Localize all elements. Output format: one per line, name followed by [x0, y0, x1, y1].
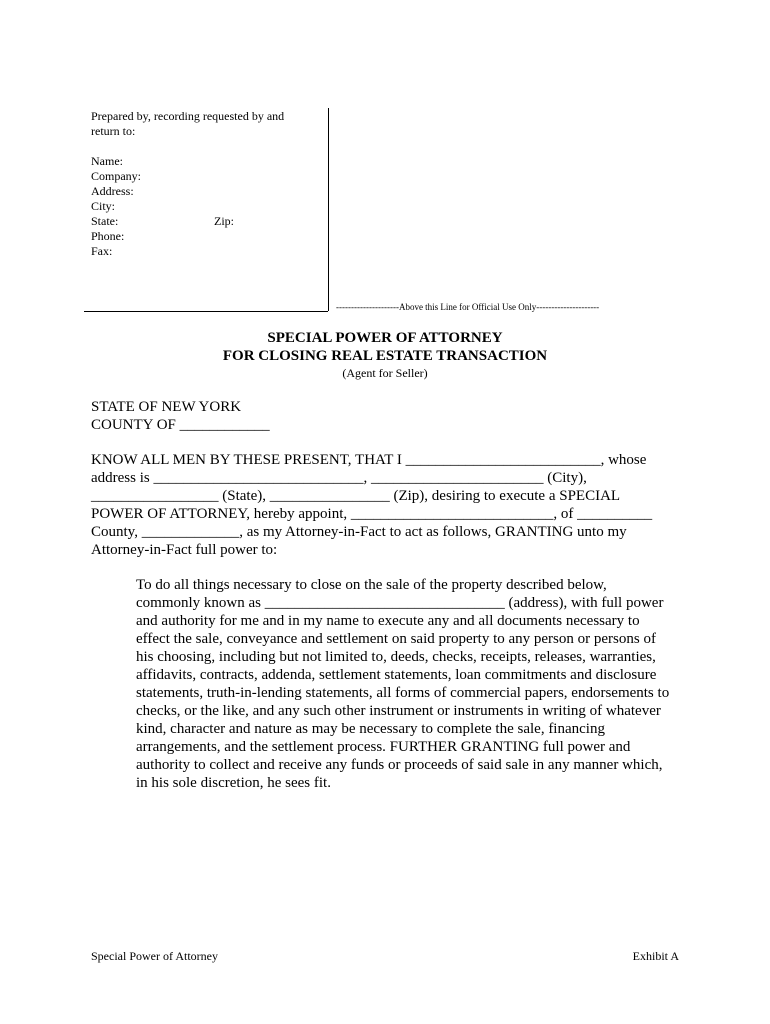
powers-line: affidavits, contracts, addenda, settlement statements, loan commitments and disclosure: [136, 667, 657, 683]
powers-paragraph: [136, 576, 669, 792]
intro-line: Attorney-in-Fact full power to:: [91, 542, 278, 558]
powers-line: authority to collect and receive any funds or proceeds of said sale in any manner which,: [136, 757, 663, 773]
prepared-by-line-1: Prepared by, recording requested by and: [91, 109, 285, 123]
intro-line: address is ____________________________, _______________________ (City),: [91, 470, 587, 486]
header-horizontal-rule: [84, 311, 328, 312]
prepared-by-block: [91, 109, 321, 259]
powers-line: To do all things necessary to close on the sale of the property described below,: [136, 577, 607, 593]
venue-state: STATE OF NEW YORK: [91, 399, 242, 415]
header-vertical-rule: [328, 108, 329, 311]
powers-line: commonly known as ________________________________ (address), with full power: [136, 595, 664, 611]
intro-line: County, _____________, as my Attorney-in-Fact to act as follows, GRANTING unto my: [91, 524, 627, 540]
fax-field-label: Fax:: [91, 244, 113, 258]
document-title-line-1: SPECIAL POWER OF ATTORNEY: [267, 330, 503, 346]
powers-line: and authority for me and in my name to execute any and all documents necessary to: [136, 613, 640, 629]
prepared-by-line-2: return to:: [91, 124, 136, 138]
zip-field-label: Zip:: [214, 214, 234, 228]
intro-line: POWER OF ATTORNEY, hereby appoint, ___________________________, of __________: [91, 506, 653, 522]
document-title-line-2: FOR CLOSING REAL ESTATE TRANSACTION: [222, 348, 548, 364]
powers-line: effect the sale, conveyance and settlement on said property to any person or persons of: [136, 631, 656, 647]
intro-line: KNOW ALL MEN BY THESE PRESENT, THAT I __________________________, whose: [91, 452, 647, 468]
phone-field-label: Phone:: [91, 229, 125, 243]
venue-county: COUNTY OF ____________: [91, 417, 270, 433]
intro-paragraph: [91, 451, 652, 559]
powers-line: kind, character and nature as may be necessary to complete the sale, financing: [136, 721, 605, 737]
powers-line: checks, or the like, and any such other instrument or instruments in writing of whatever: [136, 703, 661, 719]
intro-line: _________________ (State), ________________ (Zip), desiring to execute a SPECIAL: [91, 488, 621, 504]
official-use-line: ---------------------Above this Line for Official Use Only---------------------: [336, 302, 600, 312]
powers-line: statements, truth-in-lending statements, all forms of commercial papers, endorsements to: [136, 685, 670, 701]
name-field-label: Name:: [91, 154, 123, 168]
address-field-label: Address:: [91, 184, 134, 198]
footer-left: Special Power of Attorney: [91, 949, 218, 963]
company-field-label: Company:: [91, 169, 141, 183]
powers-line: in his sole discretion, he sees fit.: [136, 775, 331, 791]
powers-line: his choosing, including but not limited to, deeds, checks, receipts, releases, warranties,: [136, 649, 656, 665]
powers-line: arrangements, and the settlement process. FURTHER GRANTING full power and: [136, 739, 631, 755]
state-field-label: State:: [91, 214, 119, 228]
footer-right: Exhibit A: [632, 949, 679, 963]
document-subtitle: (Agent for Seller): [342, 366, 428, 380]
city-field-label: City:: [91, 199, 116, 213]
